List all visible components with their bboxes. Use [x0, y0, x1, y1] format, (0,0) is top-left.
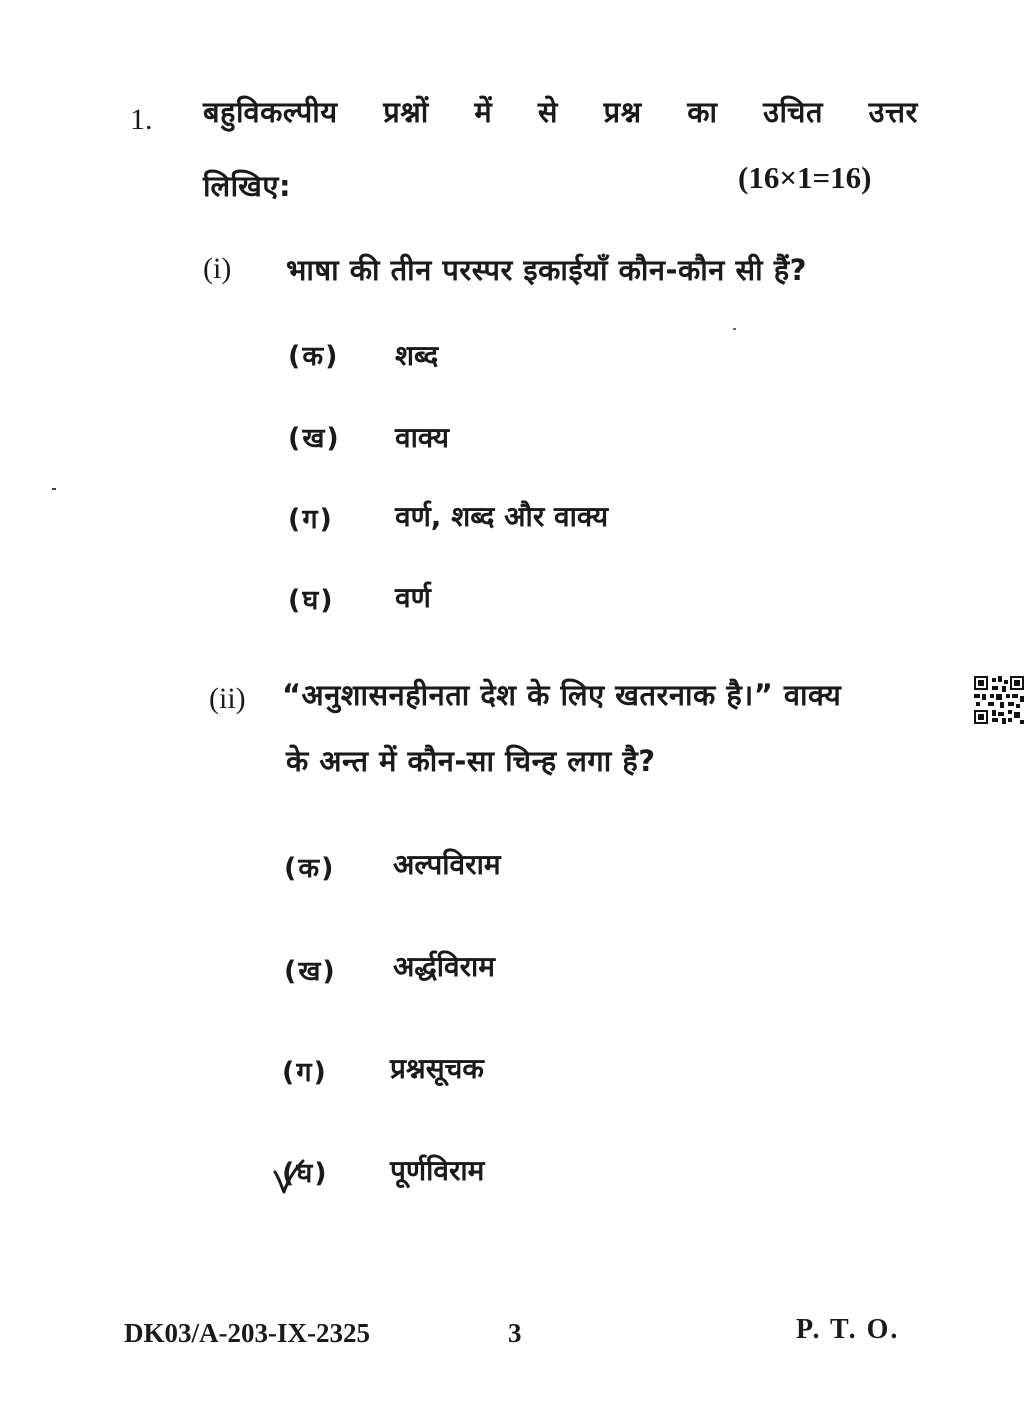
option-label: (ग) [282, 1057, 328, 1088]
option-label: (क) [288, 341, 340, 372]
scan-speck [733, 328, 736, 330]
paper-code: DK03/A-203-IX-2325 [124, 1318, 370, 1348]
option-text: वाक्य [395, 421, 450, 454]
instruction-word: से [537, 95, 558, 129]
instruction-word: प्रश्नों [383, 95, 429, 129]
please-turn-over: P. T. O. [796, 1314, 900, 1345]
instruction-word: उत्तर [868, 95, 918, 129]
subquestion-number: (ii) [209, 682, 246, 715]
scan-speck [52, 488, 56, 490]
option-label: (ग) [288, 504, 334, 535]
option-text: अल्पविराम [393, 848, 501, 881]
option-text: शब्द [395, 339, 439, 372]
subquestion-number: (i) [203, 252, 232, 285]
instruction-word: बहुविकल्पीय [203, 95, 338, 129]
marks-allocation: (16×1=16) [738, 160, 872, 195]
subquestion-text: भाषा की तीन परस्पर इकाईयाँ कौन-कौन सी हैं? [286, 253, 807, 287]
question-instruction-line1 [203, 92, 918, 131]
subquestion-text-line2: के अन्त में कौन-सा चिन्ह लगा है? [286, 744, 656, 778]
option-label: (क) [284, 853, 336, 884]
handwritten-tick-icon [272, 1158, 306, 1196]
option-text: प्रश्नसूचक [390, 1052, 484, 1085]
option-text: अर्द्धविराम [393, 950, 496, 983]
qr-code-icon [974, 676, 1024, 724]
option-text: पूर्णविराम [390, 1154, 485, 1187]
page-number: 3 [508, 1318, 522, 1348]
subquestion-text-line1: “अनुशासनहीनता देश के लिए खतरनाक है।” वाक्य [282, 678, 842, 712]
option-text: वर्ण [395, 581, 431, 614]
option-label: (घ) [282, 1158, 329, 1189]
instruction-word: का [687, 95, 718, 129]
question-number: 1. [130, 103, 153, 136]
instruction-word: उचित [763, 95, 823, 129]
instruction-word: प्रश्न [603, 95, 642, 129]
option-text: वर्ण, शब्द और वाक्य [395, 500, 609, 533]
option-label: (घ) [288, 585, 335, 616]
question-instruction-line2: लिखिए: [203, 169, 292, 203]
option-label: (ख) [288, 423, 341, 454]
instruction-word: में [474, 95, 493, 129]
option-label: (ख) [284, 956, 337, 987]
